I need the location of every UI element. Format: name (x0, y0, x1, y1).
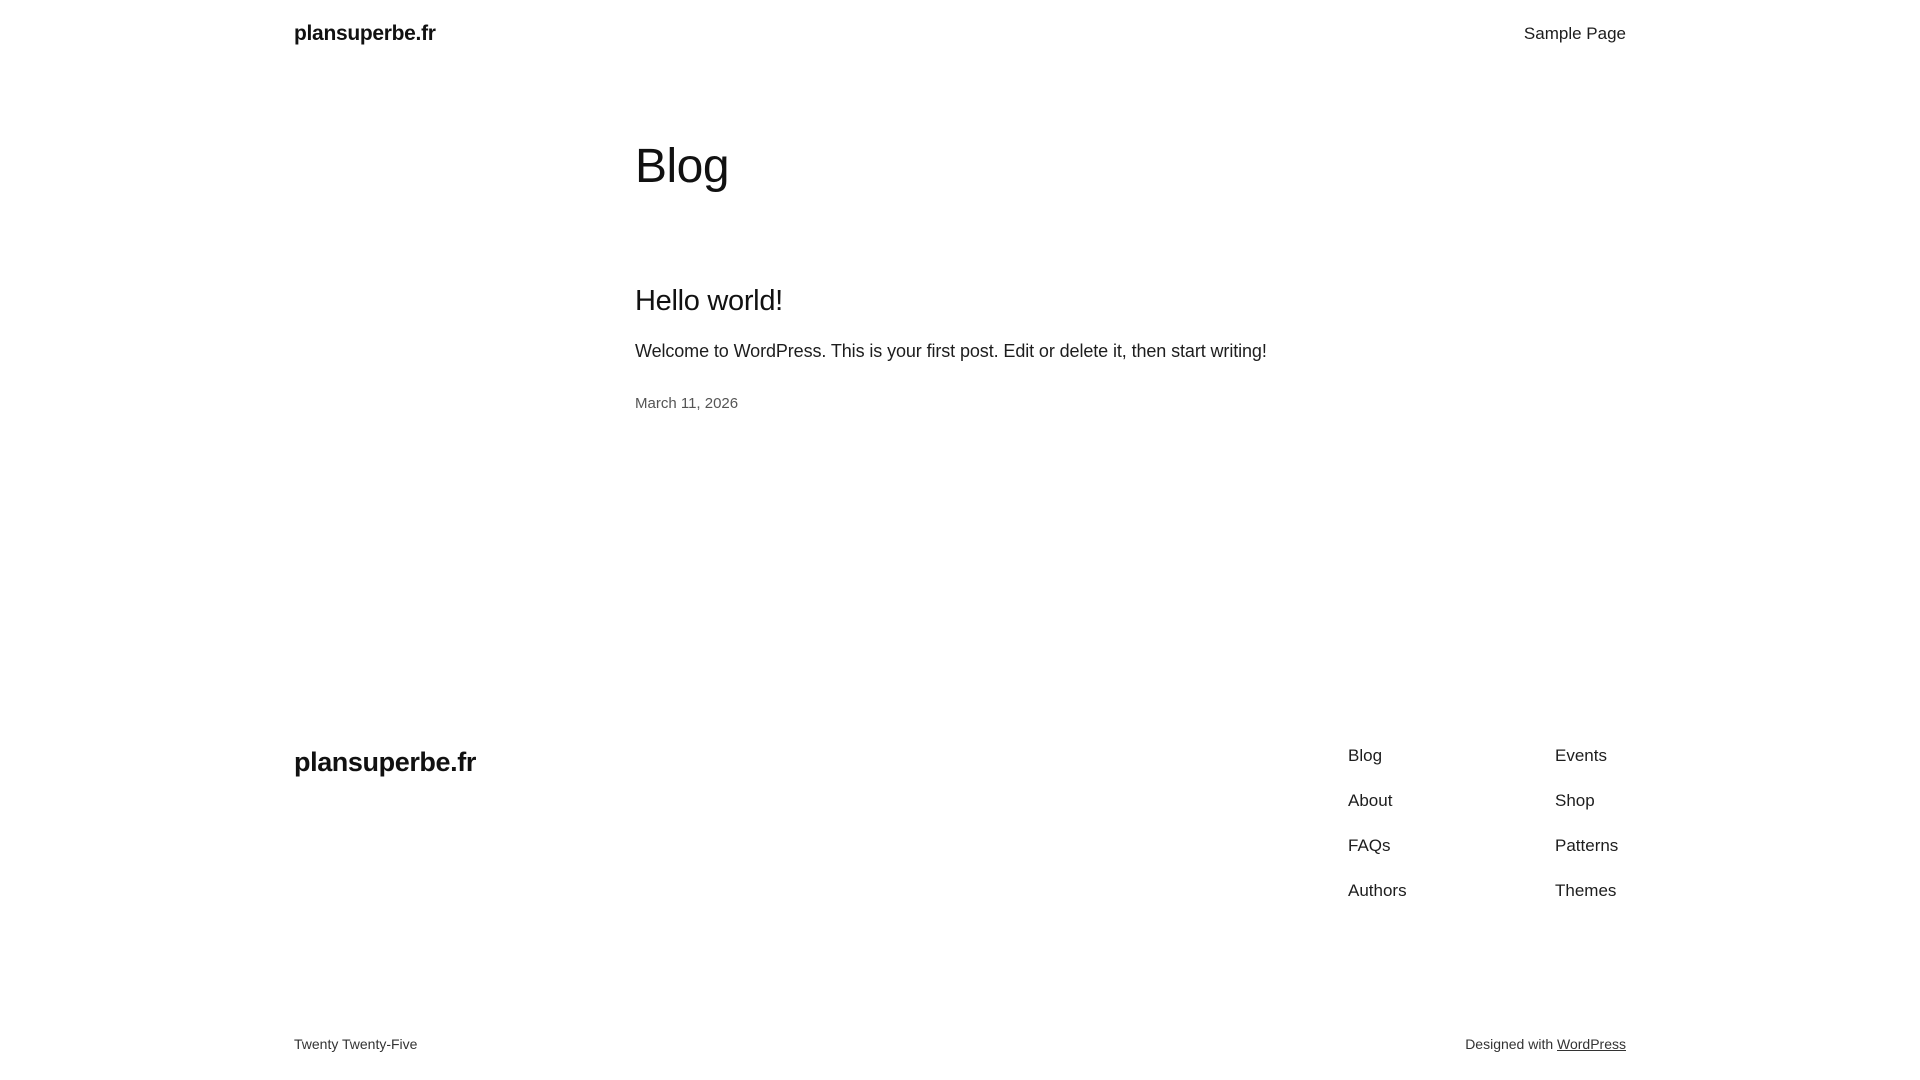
designed-with-credit (1465, 1034, 1626, 1054)
site-logo[interactable]: plansuperbe.fr (294, 22, 436, 45)
wordpress-link[interactable]: WordPress (1557, 1036, 1626, 1052)
footer-link-faqs[interactable]: FAQs (1348, 836, 1391, 855)
footer-link-shop[interactable]: Shop (1555, 791, 1595, 810)
site-footer (0, 745, 1920, 1080)
footer-link-themes[interactable]: Themes (1555, 881, 1617, 900)
main-content (0, 46, 1920, 745)
footer-top (294, 745, 1626, 902)
footer-nav-column-1 (1348, 745, 1555, 902)
theme-credit-text: Twenty Twenty-Five (294, 1036, 418, 1052)
footer-link-patterns[interactable]: Patterns (1555, 836, 1619, 855)
post-title-link[interactable]: Hello world! (635, 284, 783, 317)
designed-with-text: Designed with (1465, 1036, 1554, 1052)
post-excerpt: Welcome to WordPress. This is your first post. Edit or delete it, then start writing! (635, 341, 1267, 362)
post-date: March 11, 2026 (635, 395, 739, 413)
footer-bottom (294, 1034, 1626, 1054)
footer-link-authors[interactable]: Authors (1348, 881, 1407, 900)
footer-link-blog[interactable]: Blog (1348, 746, 1383, 765)
site-header (0, 0, 1920, 46)
footer-nav (1348, 745, 1626, 902)
post-title (635, 284, 1285, 319)
post-item (635, 284, 1285, 415)
footer-link-about[interactable]: About (1348, 791, 1393, 810)
footer-site-logo[interactable]: plansuperbe.fr (294, 747, 476, 777)
nav-link-sample-page[interactable]: Sample Page (1523, 24, 1626, 43)
footer-nav-column-2 (1555, 745, 1626, 902)
footer-link-events[interactable]: Events (1555, 746, 1607, 765)
page-title: Blog (635, 140, 730, 193)
header-nav (1524, 24, 1626, 44)
